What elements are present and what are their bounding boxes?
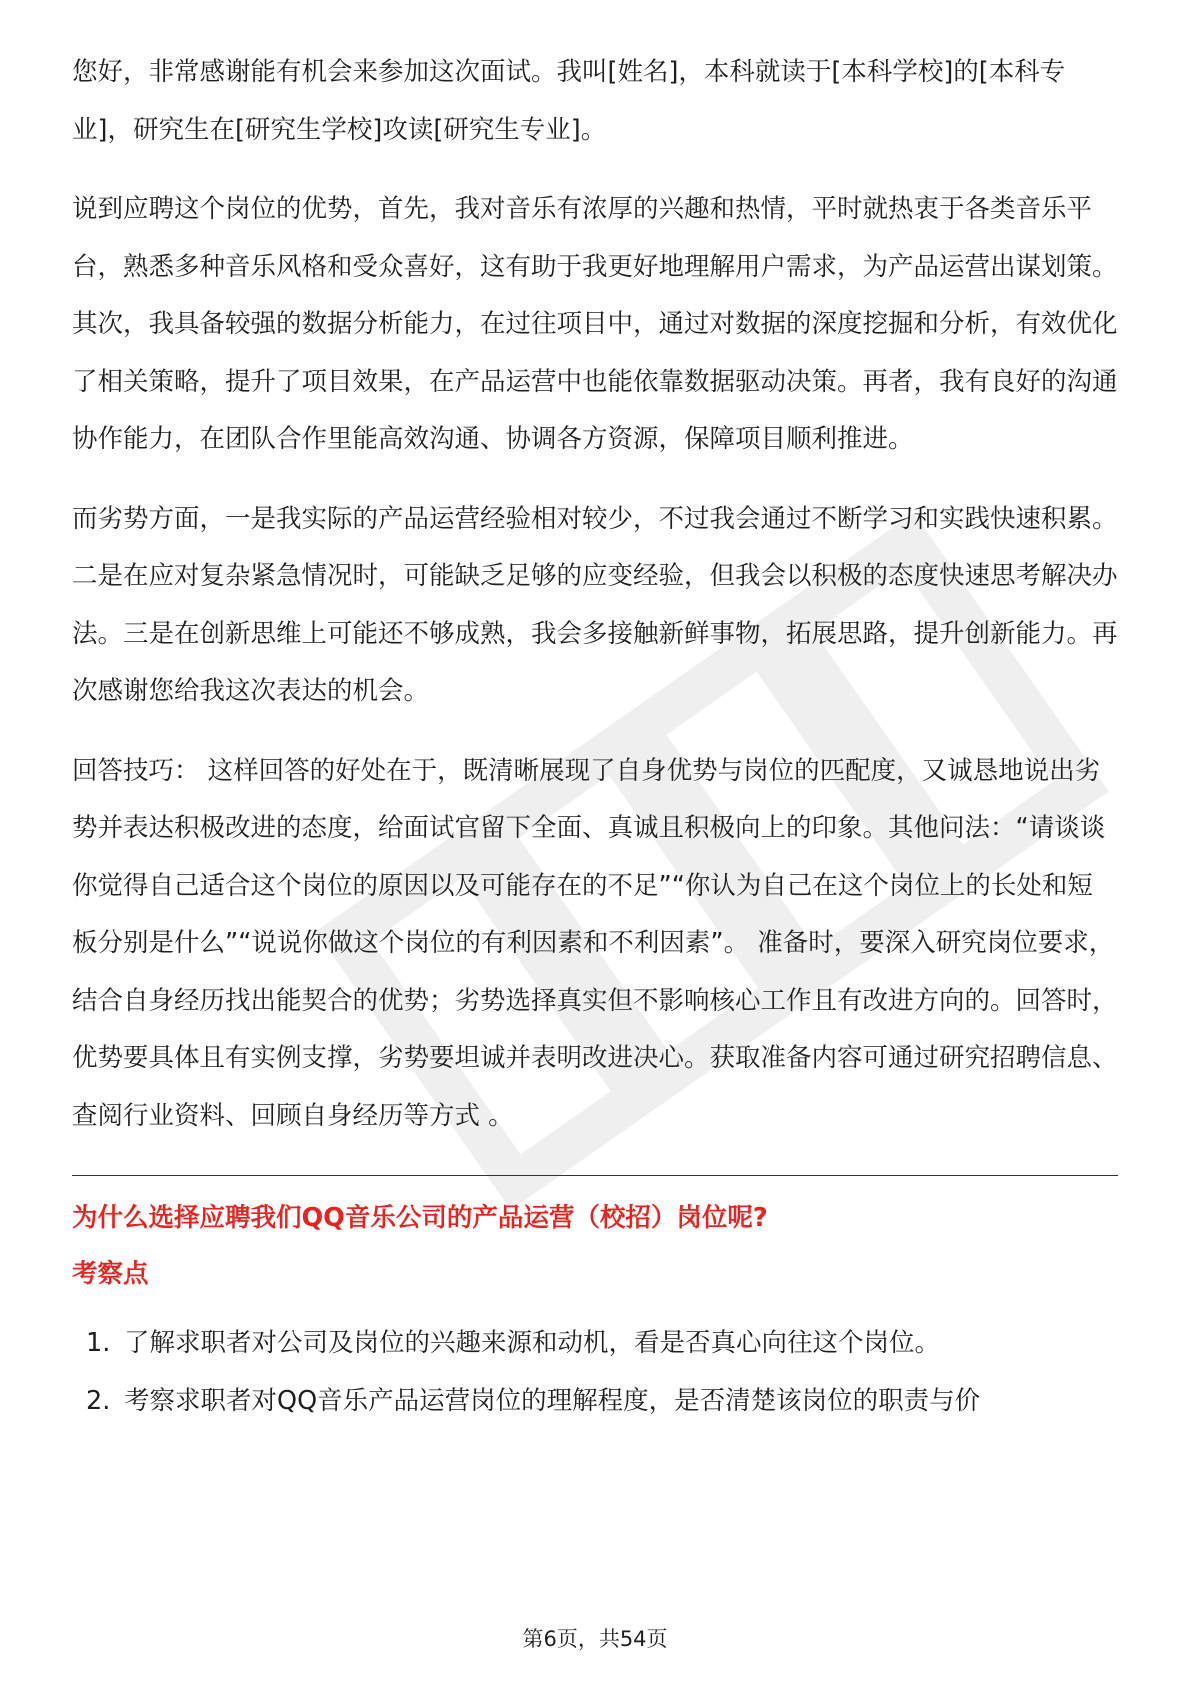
section-label-kaochadian: 考察点 [72, 1259, 149, 1289]
list-item-text: 考察求职者对QQ音乐产品运营岗位的理解程度，是否清楚该岗位的职责与价 [124, 1386, 981, 1416]
strengths-paragraph: 说到应聘这个岗位的优势，首先，我对音乐有浓厚的兴趣和热情，平时就热衷于各类音乐平台，熟悉多种音乐风格和受众喜好，这有助于我更好地理解用户需求，为产品运营出谋划策。其次，我具备较强的数据分析能力，在过往项目中，通过对数据的深度挖掘和分析，有效优化了相关策略，提升了项目效果，在产品运营中也能依靠数据驱动决策。再者，我有良好的沟通协作能力，在团队合作里能高效沟通、协调各方资源，保障项目顺利推进。 [72, 194, 1118, 454]
document-page [72, 44, 1118, 1430]
intro-paragraph: 您好，非常感谢能有机会来参加这次面试。我叫[姓名]，本科就读于[本科学校]的[本科专业]，研究生在[研究生学校]攻读[研究生专业]。 [72, 57, 1066, 145]
list-item-text: 了解求职者对公司及岗位的兴趣来源和动机，看是否真心向往这个岗位。 [124, 1328, 941, 1358]
list-item [72, 1372, 1118, 1430]
page-footer: 第6页，共54页 [522, 1627, 668, 1651]
section-divider [72, 1175, 1118, 1176]
weaknesses-paragraph: 而劣势方面，一是我实际的产品运营经验相对较少，不过我会通过不断学习和实践快速积累。二是在应对复杂紧急情况时，可能缺乏足够的应变经验，但我会以积极的态度快速思考解决办法。三是在创新思维上可能还不够成熟，我会多接触新鲜事物，拓展思路，提升创新能力。再次感谢您给我这次表达的机会。 [72, 503, 1118, 706]
assessment-points-list [72, 1314, 1118, 1430]
question-title: 为什么选择应聘我们QQ音乐公司的产品运营（校招）岗位呢? [72, 1203, 768, 1233]
list-item [72, 1314, 1118, 1372]
tips-paragraph: 回答技巧： 这样回答的好处在于，既清晰展现了自身优势与岗位的匹配度，又诚恳地说出劣势并表达积极改进的态度，给面试官留下全面、真诚且积极向上的印象。其他问法：“请谈谈你觉得自己适合这个岗位的原因以及可能存在的不足”“你认为自己在这个岗位上的长处和短板分别是什么”“说说你做这个岗位的有利因素和不利因素”。 准备时，要深入研究岗位要求，结合自身经历找出能契合的优势；劣势选择真实但不影响核心工作且有改进方向的。回答时，优势要具体且有实例支撑，劣势要坦诚并表明改进决心。获取准备内容可通过研究招聘信息、查阅行业资料、回顾自身经历等方式 。 [72, 755, 1118, 1131]
list-item-number: 1. [86, 1328, 111, 1358]
list-item-number: 2. [86, 1386, 111, 1416]
